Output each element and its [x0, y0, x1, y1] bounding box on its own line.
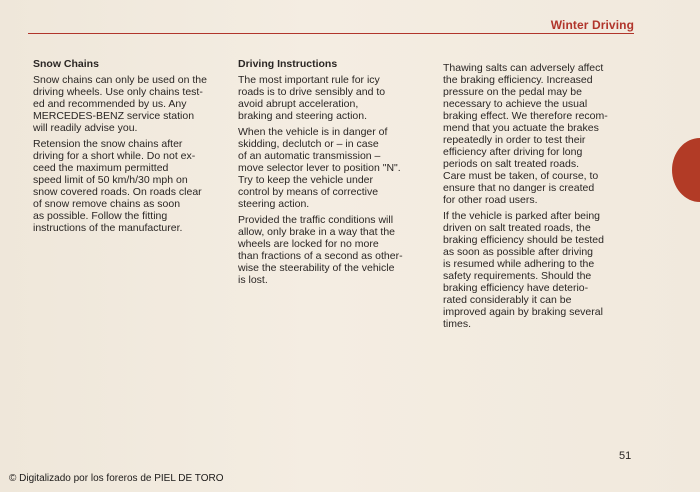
heading-snow-chains: Snow Chains [33, 58, 99, 70]
column-snow-chains [33, 58, 231, 238]
section-title: Winter Driving [550, 18, 634, 32]
paragraph: When the vehicle is in danger of skidding, declutch or – in case of an automatic transmission – move selector lever to position "N". Try to keep the vehicle under control by means of corrective steering action. [238, 126, 401, 210]
paragraph: Snow chains can only be used on the driving wheels. Use only chains test- ed and recommended by us. Any MERCEDES-BENZ service station will readily advise you. [33, 74, 207, 134]
column-driving-instructions [238, 58, 434, 290]
header-rule [28, 33, 634, 34]
paragraph: The most important rule for icy roads is to drive sensibly and to avoid abrupt acceleration, braking and steering action. [238, 74, 386, 122]
paragraph: Provided the traffic conditions will allow, only brake in a way that the wheels are locked for no more than fractions of a second as other- wise the steerability of the vehicle is lost. [238, 214, 403, 286]
footer-credit: © Digitalizado por los foreros de PIEL DE TORO [9, 473, 224, 484]
paragraph: If the vehicle is parked after being driven on salt treated roads, the braking efficiency should be tested as soon as possible after driving is resumed while adhering to the safety requirements. Should the braking efficiency have deterio- rated considerably it can be improved again by braking several times. [443, 210, 604, 330]
column-thawing-salts [443, 62, 643, 334]
heading-driving-instructions: Driving Instructions [238, 58, 338, 70]
thumb-index-tab [672, 138, 700, 202]
page-number: 51 [619, 450, 632, 462]
paragraph: Thawing salts can adversely affect the braking efficiency. Increased pressure on the pedal may be necessary to achieve the usual braking effect. We therefore recom- mend that you actuate the brakes repeatedly in order to test their efficiency after driving for long periods on salt treated roads. Care must be taken, of course, to ensure that no danger is created for other road users. [443, 62, 608, 206]
paragraph: Retension the snow chains after driving for a short while. Do not ex- ceed the maximum permitted speed limit of 50 km/h/30 mph on snow covered roads. On roads clear of snow remove chains as soon as possible. Follow the fitting instructions of the manufacturer. [33, 138, 202, 234]
